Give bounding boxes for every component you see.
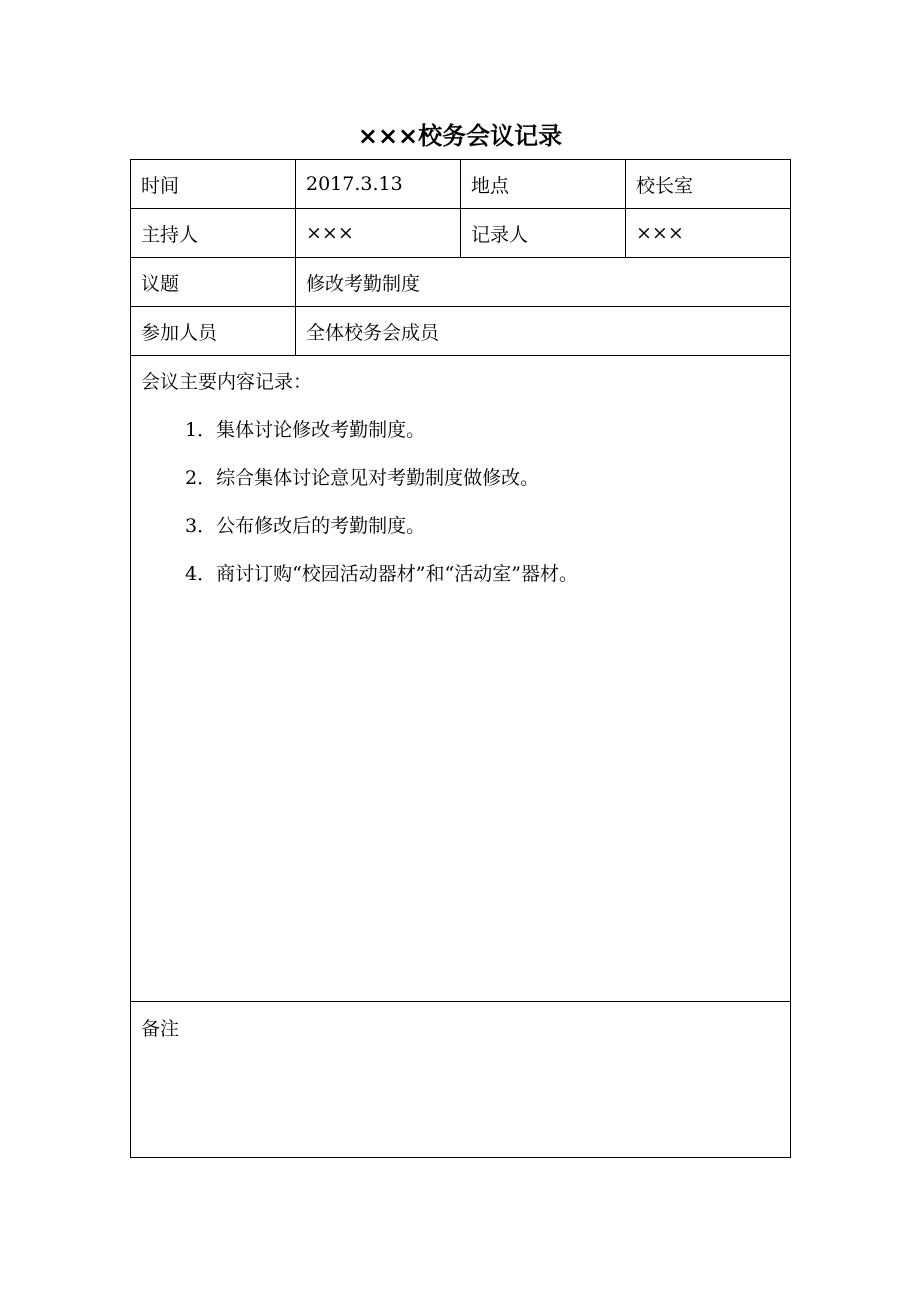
item-text: 公布修改后的考勤制度。 bbox=[216, 515, 426, 537]
content-cell bbox=[131, 356, 791, 1002]
item-text: 商讨订购“校园活动器材”和“活动室”器材。 bbox=[216, 563, 578, 585]
page-title: ×××校务会议记录 bbox=[357, 122, 563, 150]
agenda-list bbox=[141, 416, 790, 588]
row-attendees bbox=[131, 307, 791, 356]
row-time-place bbox=[131, 160, 791, 209]
time-label: 时间 bbox=[131, 160, 296, 209]
list-item bbox=[185, 416, 790, 444]
place-label: 地点 bbox=[461, 160, 626, 209]
list-item bbox=[185, 512, 790, 540]
attendees-value: 全体校务会成员 bbox=[296, 307, 791, 356]
item-number: 4． bbox=[185, 563, 217, 585]
place-value: 校长室 bbox=[626, 160, 791, 209]
row-notes bbox=[131, 1002, 791, 1158]
list-item bbox=[185, 464, 790, 492]
content-heading: 会议主要内容记录： bbox=[141, 371, 313, 393]
topic-label: 议题 bbox=[131, 258, 296, 307]
item-number: 1． bbox=[185, 419, 217, 441]
row-host-recorder bbox=[131, 209, 791, 258]
recorder-label: 记录人 bbox=[461, 209, 626, 258]
notes-label: 备注 bbox=[141, 1018, 180, 1040]
topic-value: 修改考勤制度 bbox=[296, 258, 791, 307]
row-content bbox=[131, 356, 791, 1002]
list-item bbox=[185, 560, 790, 588]
item-text: 综合集体讨论意见对考勤制度做修改。 bbox=[216, 467, 540, 489]
item-number: 2． bbox=[185, 467, 217, 489]
attendees-label: 参加人员 bbox=[131, 307, 296, 356]
item-text: 集体讨论修改考勤制度。 bbox=[216, 419, 426, 441]
notes-cell bbox=[131, 1002, 791, 1158]
recorder-value: ××× bbox=[626, 209, 791, 258]
host-value: ××× bbox=[296, 209, 461, 258]
meeting-record-table bbox=[130, 159, 791, 1158]
time-value: 2017.3.13 bbox=[296, 160, 461, 209]
item-number: 3． bbox=[185, 515, 217, 537]
row-topic bbox=[131, 258, 791, 307]
host-label: 主持人 bbox=[131, 209, 296, 258]
